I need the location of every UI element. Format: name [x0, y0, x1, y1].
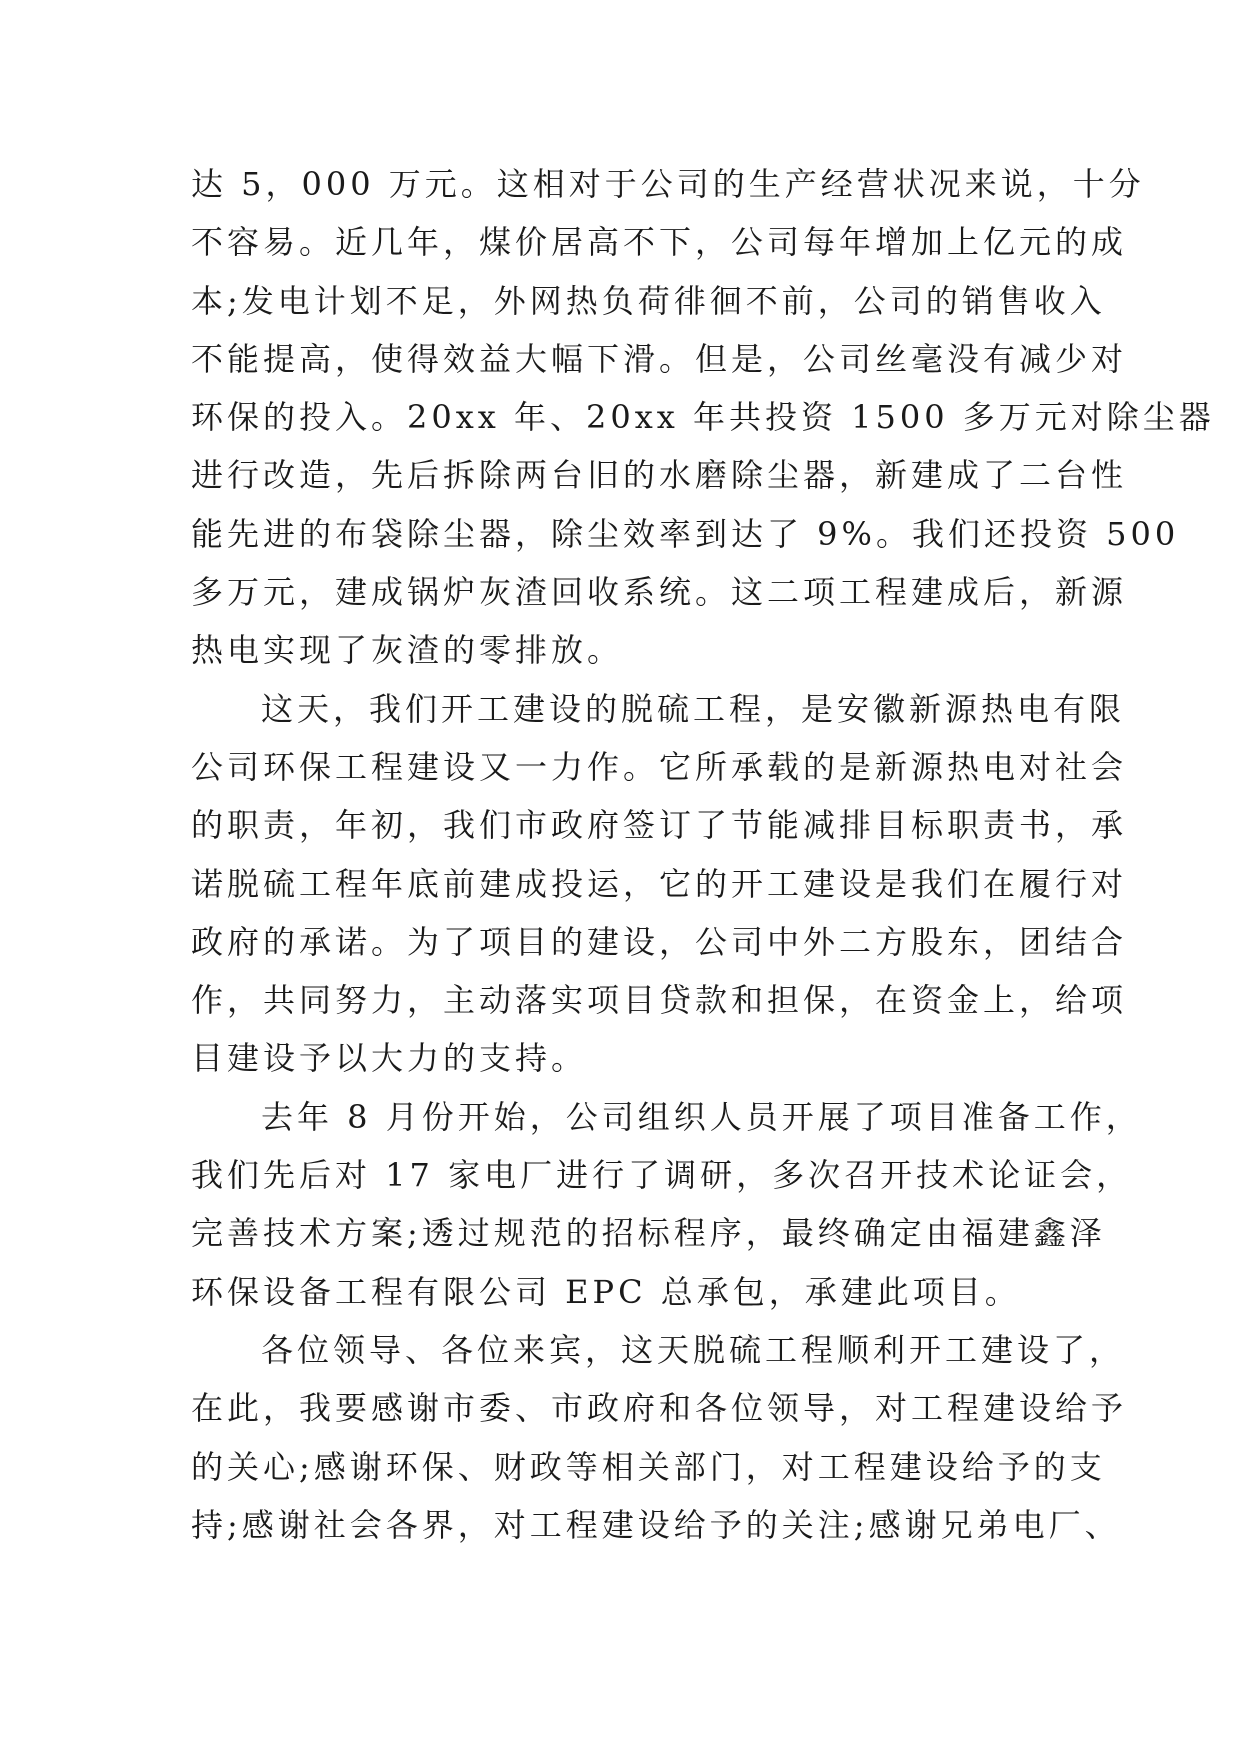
text-line: 本;发电计划不足，外网热负荷徘徊不前，公司的销售收入	[191, 281, 1106, 320]
paragraph-4	[191, 1321, 1128, 1554]
paragraph-3	[191, 1088, 1142, 1321]
text-line: 我们先后对 17 家电厂进行了调研，多次召开技术论证会，	[191, 1156, 1133, 1195]
paragraph-1	[191, 155, 1215, 680]
text-line: 公司环保工程建设又一力作。它所承载的是新源热电对社会	[191, 747, 1128, 786]
text-line: 环保的投入。20xx 年、20xx 年共投资 1500 多万元对除尘器	[191, 398, 1215, 437]
text-line: 达 5，000 万元。这相对于公司的生产经营状况来说，十分	[191, 165, 1145, 203]
paragraph-2	[191, 680, 1128, 1088]
text-line: 这天，我们开工建设的脱硫工程，是安徽新源热电有限	[261, 689, 1126, 728]
text-line: 目建设予以大力的支持。	[191, 1039, 588, 1078]
text-line: 政府的承诺。为了项目的建设，公司中外二方股东，团结合	[191, 922, 1128, 961]
text-line: 完善技术方案;透过规范的招标程序，最终确定由福建鑫泽	[191, 1214, 1106, 1253]
text-line: 多万元，建成锅炉灰渣回收系统。这二项工程建成后，新源	[191, 573, 1128, 612]
text-line: 环保设备工程有限公司 EPC 总承包，承建此项目。	[191, 1272, 1021, 1311]
text-line: 诺脱硫工程年底前建成投运，它的开工建设是我们在履行对	[191, 864, 1128, 903]
text-line: 去年 8 月份开始，公司组织人员开展了项目准备工作，	[261, 1097, 1142, 1136]
text-line: 能先进的布袋除尘器，除尘效率到达了 9%。我们还投资 500	[191, 514, 1180, 553]
document-body	[191, 155, 1215, 1554]
text-line: 的关心;感谢环保、财政等相关部门，对工程建设给予的支	[191, 1447, 1106, 1486]
text-line: 热电实现了灰渣的零排放。	[191, 631, 624, 670]
text-line: 作，共同努力，主动落实项目贷款和担保，在资金上，给项	[191, 981, 1128, 1020]
text-line: 进行改造，先后拆除两台旧的水磨除尘器，新建成了二台性	[191, 456, 1128, 495]
text-line: 在此，我要感谢市委、市政府和各位领导，对工程建设给予	[191, 1389, 1128, 1428]
text-line: 不能提高，使得效益大幅下滑。但是，公司丝毫没有减少对	[191, 339, 1128, 378]
text-line: 持;感谢社会各界，对工程建设给予的关注;感谢兄弟电厂、	[191, 1505, 1121, 1544]
text-line: 各位领导、各位来宾，这天脱硫工程顺利开工建设了，	[261, 1330, 1126, 1369]
text-line: 的职责，年初，我们市政府签订了节能减排目标职责书，承	[191, 806, 1128, 845]
text-line: 不容易。近几年，煤价居高不下，公司每年增加上亿元的成	[191, 223, 1128, 262]
